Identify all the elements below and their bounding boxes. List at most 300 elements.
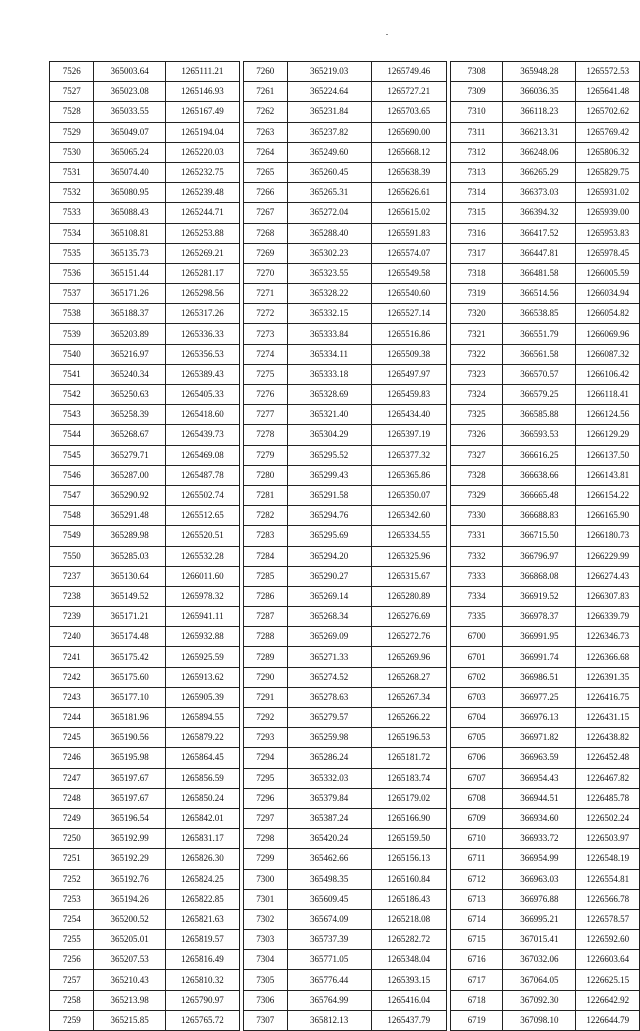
point-number: 7534 xyxy=(50,223,94,243)
y-coordinate: 1226366.68 xyxy=(576,647,640,667)
x-coordinate: 366715.50 xyxy=(503,526,576,546)
point-number: 7263 xyxy=(244,122,287,142)
x-coordinate: 366638.66 xyxy=(503,465,576,485)
table-row xyxy=(450,62,639,82)
point-number: 7533 xyxy=(50,203,94,223)
x-coordinate: 365023.08 xyxy=(94,82,165,102)
table-row xyxy=(450,506,639,526)
x-coordinate: 365088.43 xyxy=(94,203,165,223)
point-number: 6704 xyxy=(450,708,502,728)
x-coordinate: 366265.29 xyxy=(503,162,576,182)
point-number: 7332 xyxy=(450,546,502,566)
point-number: 7323 xyxy=(450,364,502,384)
x-coordinate: 365328.22 xyxy=(287,284,371,304)
table-row xyxy=(244,324,447,344)
x-coordinate: 365271.33 xyxy=(287,647,371,667)
point-number: 7252 xyxy=(50,869,94,889)
y-coordinate: 1226391.35 xyxy=(576,667,640,687)
y-coordinate: 1265516.86 xyxy=(371,324,446,344)
point-number: 6705 xyxy=(450,728,502,748)
x-coordinate: 366944.51 xyxy=(503,788,576,808)
x-coordinate: 365237.82 xyxy=(287,122,371,142)
table-row xyxy=(50,183,240,203)
y-coordinate: 1265298.56 xyxy=(165,284,239,304)
y-coordinate: 1265879.22 xyxy=(165,728,239,748)
x-coordinate: 365194.26 xyxy=(94,889,165,909)
point-number: 7535 xyxy=(50,243,94,263)
x-coordinate: 365190.56 xyxy=(94,728,165,748)
point-number: 6717 xyxy=(450,970,502,990)
x-coordinate: 366963.59 xyxy=(503,748,576,768)
point-number: 7270 xyxy=(244,263,287,283)
y-coordinate: 1265317.26 xyxy=(165,304,239,324)
point-number: 7540 xyxy=(50,344,94,364)
table-row xyxy=(50,829,240,849)
point-number: 7292 xyxy=(244,708,287,728)
table-row xyxy=(50,970,240,990)
y-coordinate: 1265572.53 xyxy=(576,62,640,82)
y-coordinate: 1265765.72 xyxy=(165,1010,239,1030)
point-number: 6718 xyxy=(450,990,502,1010)
point-number: 7319 xyxy=(450,284,502,304)
y-coordinate: 1266274.43 xyxy=(576,566,640,586)
point-number: 7249 xyxy=(50,808,94,828)
point-number: 7279 xyxy=(244,445,287,465)
x-coordinate: 365151.44 xyxy=(94,263,165,283)
table-row xyxy=(244,142,447,162)
table-row xyxy=(50,909,240,929)
y-coordinate: 1265356.53 xyxy=(165,344,239,364)
y-coordinate: 1265469.08 xyxy=(165,445,239,465)
point-number: 6709 xyxy=(450,808,502,828)
table-row xyxy=(450,970,639,990)
table-row xyxy=(244,708,447,728)
table-row xyxy=(244,808,447,828)
table-row xyxy=(244,647,447,667)
y-coordinate: 1265272.76 xyxy=(371,627,446,647)
point-number: 7308 xyxy=(450,62,502,82)
x-coordinate: 366551.79 xyxy=(503,324,576,344)
x-coordinate: 366995.21 xyxy=(503,909,576,929)
table-row xyxy=(50,203,240,223)
x-coordinate: 365737.39 xyxy=(287,930,371,950)
table-row xyxy=(50,990,240,1010)
point-number: 7304 xyxy=(244,950,287,970)
table-row xyxy=(244,465,447,485)
x-coordinate: 366688.83 xyxy=(503,506,576,526)
table-row xyxy=(244,62,447,82)
table-row xyxy=(244,788,447,808)
y-coordinate: 1265218.08 xyxy=(371,909,446,929)
table-row xyxy=(244,930,447,950)
x-coordinate: 365948.28 xyxy=(503,62,576,82)
y-coordinate: 1265821.63 xyxy=(165,909,239,929)
y-coordinate: 1265540.60 xyxy=(371,284,446,304)
table-row xyxy=(450,344,639,364)
y-coordinate: 1265179.02 xyxy=(371,788,446,808)
table-row xyxy=(244,385,447,405)
point-number: 7295 xyxy=(244,768,287,788)
y-coordinate: 1265160.84 xyxy=(371,869,446,889)
point-number: 7547 xyxy=(50,485,94,505)
y-coordinate: 1265856.59 xyxy=(165,768,239,788)
x-coordinate: 365224.64 xyxy=(287,82,371,102)
table-row xyxy=(450,647,639,667)
x-coordinate: 366796.97 xyxy=(503,546,576,566)
x-coordinate: 365299.43 xyxy=(287,465,371,485)
table-row xyxy=(50,142,240,162)
x-coordinate: 366978.37 xyxy=(503,607,576,627)
y-coordinate: 1266106.42 xyxy=(576,364,640,384)
x-coordinate: 366579.25 xyxy=(503,385,576,405)
point-number: 7307 xyxy=(244,1010,287,1030)
point-number: 7324 xyxy=(450,385,502,405)
y-coordinate: 1265325.96 xyxy=(371,546,446,566)
point-number: 7285 xyxy=(244,566,287,586)
x-coordinate: 366919.52 xyxy=(503,586,576,606)
point-number: 7258 xyxy=(50,990,94,1010)
point-number: 7539 xyxy=(50,324,94,344)
point-number: 7320 xyxy=(450,304,502,324)
y-coordinate: 1265509.38 xyxy=(371,344,446,364)
x-coordinate: 365294.20 xyxy=(287,546,371,566)
x-coordinate: 365265.31 xyxy=(287,183,371,203)
point-number: 7288 xyxy=(244,627,287,647)
point-number: 7246 xyxy=(50,748,94,768)
y-coordinate: 1226566.78 xyxy=(576,889,640,909)
table-row xyxy=(50,607,240,627)
point-number: 6719 xyxy=(450,1010,502,1030)
y-coordinate: 1266118.41 xyxy=(576,385,640,405)
point-number: 7262 xyxy=(244,102,287,122)
table-row xyxy=(450,223,639,243)
table-row xyxy=(450,586,639,606)
y-coordinate: 1265864.45 xyxy=(165,748,239,768)
x-coordinate: 366977.25 xyxy=(503,687,576,707)
point-number: 7326 xyxy=(450,425,502,445)
point-number: 7318 xyxy=(450,263,502,283)
x-coordinate: 365215.85 xyxy=(94,1010,165,1030)
table-row xyxy=(244,869,447,889)
y-coordinate: 1266165.90 xyxy=(576,506,640,526)
point-number: 7541 xyxy=(50,364,94,384)
y-coordinate: 1265393.15 xyxy=(371,970,446,990)
point-number: 7297 xyxy=(244,808,287,828)
y-coordinate: 1265931.02 xyxy=(576,183,640,203)
y-coordinate: 1265932.88 xyxy=(165,627,239,647)
point-number: 6713 xyxy=(450,889,502,909)
table-row xyxy=(244,344,447,364)
point-number: 6702 xyxy=(450,667,502,687)
y-coordinate: 1265196.53 xyxy=(371,728,446,748)
y-coordinate: 1226592.60 xyxy=(576,930,640,950)
point-number: 7294 xyxy=(244,748,287,768)
x-coordinate: 365192.29 xyxy=(94,849,165,869)
table-row xyxy=(244,970,447,990)
y-coordinate: 1265459.83 xyxy=(371,385,446,405)
x-coordinate: 365074.40 xyxy=(94,162,165,182)
point-number: 6703 xyxy=(450,687,502,707)
point-number: 7291 xyxy=(244,687,287,707)
y-coordinate: 1265167.49 xyxy=(165,102,239,122)
table-row xyxy=(244,82,447,102)
y-coordinate: 1265111.21 xyxy=(165,62,239,82)
x-coordinate: 365003.64 xyxy=(94,62,165,82)
table-row xyxy=(50,385,240,405)
point-number: 7549 xyxy=(50,526,94,546)
table-row xyxy=(50,889,240,909)
x-coordinate: 365203.89 xyxy=(94,324,165,344)
table-row xyxy=(450,909,639,929)
y-coordinate: 1265829.75 xyxy=(576,162,640,182)
table-row xyxy=(50,687,240,707)
table-row xyxy=(244,223,447,243)
point-number: 7317 xyxy=(450,243,502,263)
table-row xyxy=(244,425,447,445)
table-row xyxy=(450,930,639,950)
point-number: 7300 xyxy=(244,869,287,889)
x-coordinate: 366118.23 xyxy=(503,102,576,122)
y-coordinate: 1265156.13 xyxy=(371,849,446,869)
point-number: 7287 xyxy=(244,607,287,627)
point-number: 7272 xyxy=(244,304,287,324)
point-number: 7255 xyxy=(50,930,94,950)
x-coordinate: 365135.73 xyxy=(94,243,165,263)
table-row xyxy=(50,728,240,748)
y-coordinate: 1265181.72 xyxy=(371,748,446,768)
x-coordinate: 365250.63 xyxy=(94,385,165,405)
point-number: 6701 xyxy=(450,647,502,667)
x-coordinate: 365260.45 xyxy=(287,162,371,182)
x-coordinate: 365049.07 xyxy=(94,122,165,142)
y-coordinate: 1265434.40 xyxy=(371,405,446,425)
point-number: 7282 xyxy=(244,506,287,526)
x-coordinate: 365285.03 xyxy=(94,546,165,566)
y-coordinate: 1265727.21 xyxy=(371,82,446,102)
x-coordinate: 366394.32 xyxy=(503,203,576,223)
point-number: 7330 xyxy=(450,506,502,526)
x-coordinate: 366665.48 xyxy=(503,485,576,505)
table-row xyxy=(450,364,639,384)
y-coordinate: 1265266.22 xyxy=(371,708,446,728)
y-coordinate: 1265267.34 xyxy=(371,687,446,707)
x-coordinate: 365171.21 xyxy=(94,607,165,627)
point-number: 7277 xyxy=(244,405,287,425)
x-coordinate: 365210.43 xyxy=(94,970,165,990)
y-coordinate: 1226346.73 xyxy=(576,627,640,647)
y-coordinate: 1265418.60 xyxy=(165,405,239,425)
table-row xyxy=(450,102,639,122)
y-coordinate: 1226603.64 xyxy=(576,950,640,970)
y-coordinate: 1265269.96 xyxy=(371,647,446,667)
y-coordinate: 1266069.96 xyxy=(576,324,640,344)
table-row xyxy=(244,728,447,748)
y-coordinate: 1265397.19 xyxy=(371,425,446,445)
x-coordinate: 365149.52 xyxy=(94,586,165,606)
x-coordinate: 365462.66 xyxy=(287,849,371,869)
table-row xyxy=(450,203,639,223)
x-coordinate: 365812.13 xyxy=(287,1010,371,1030)
table-row xyxy=(450,627,639,647)
table-row xyxy=(450,142,639,162)
x-coordinate: 365379.84 xyxy=(287,788,371,808)
point-number: 6716 xyxy=(450,950,502,970)
y-coordinate: 1265941.11 xyxy=(165,607,239,627)
y-coordinate: 1265348.04 xyxy=(371,950,446,970)
y-coordinate: 1265894.55 xyxy=(165,708,239,728)
point-number: 7284 xyxy=(244,546,287,566)
x-coordinate: 367098.10 xyxy=(503,1010,576,1030)
y-coordinate: 1265512.65 xyxy=(165,506,239,526)
table-row xyxy=(450,788,639,808)
y-coordinate: 1265668.12 xyxy=(371,142,446,162)
point-number: 7313 xyxy=(450,162,502,182)
y-coordinate: 1265905.39 xyxy=(165,687,239,707)
x-coordinate: 365080.95 xyxy=(94,183,165,203)
point-number: 7241 xyxy=(50,647,94,667)
table-row xyxy=(450,243,639,263)
y-coordinate: 1226502.24 xyxy=(576,808,640,828)
y-coordinate: 1266180.73 xyxy=(576,526,640,546)
x-coordinate: 366036.35 xyxy=(503,82,576,102)
point-number: 7256 xyxy=(50,950,94,970)
point-number: 7278 xyxy=(244,425,287,445)
y-coordinate: 1265280.89 xyxy=(371,586,446,606)
x-coordinate: 365333.18 xyxy=(287,364,371,384)
point-number: 7303 xyxy=(244,930,287,950)
table-row xyxy=(50,445,240,465)
table-row xyxy=(50,546,240,566)
y-coordinate: 1266229.99 xyxy=(576,546,640,566)
y-coordinate: 1265220.03 xyxy=(165,142,239,162)
x-coordinate: 366616.25 xyxy=(503,445,576,465)
table-row xyxy=(50,324,240,344)
point-number: 7331 xyxy=(450,526,502,546)
table-row xyxy=(50,808,240,828)
x-coordinate: 365332.15 xyxy=(287,304,371,324)
point-number: 7296 xyxy=(244,788,287,808)
x-coordinate: 365213.98 xyxy=(94,990,165,1010)
y-coordinate: 1265939.00 xyxy=(576,203,640,223)
point-number: 7281 xyxy=(244,485,287,505)
table-row xyxy=(244,506,447,526)
table-row xyxy=(450,445,639,465)
point-number: 7238 xyxy=(50,586,94,606)
table-row xyxy=(244,849,447,869)
x-coordinate: 365294.76 xyxy=(287,506,371,526)
point-number: 7536 xyxy=(50,263,94,283)
y-coordinate: 1265232.75 xyxy=(165,162,239,182)
point-number: 7329 xyxy=(450,485,502,505)
point-number: 7290 xyxy=(244,667,287,687)
y-coordinate: 1265532.28 xyxy=(165,546,239,566)
point-number: 7315 xyxy=(450,203,502,223)
coordinate-table-1 xyxy=(49,61,240,1031)
table-row xyxy=(50,667,240,687)
y-coordinate: 1265638.39 xyxy=(371,162,446,182)
x-coordinate: 365065.24 xyxy=(94,142,165,162)
table-row xyxy=(450,324,639,344)
x-coordinate: 365269.14 xyxy=(287,586,371,606)
point-number: 7311 xyxy=(450,122,502,142)
x-coordinate: 365181.96 xyxy=(94,708,165,728)
x-coordinate: 365776.44 xyxy=(287,970,371,990)
y-coordinate: 1266124.56 xyxy=(576,405,640,425)
point-number: 7239 xyxy=(50,607,94,627)
y-coordinate: 1266129.29 xyxy=(576,425,640,445)
x-coordinate: 365274.52 xyxy=(287,667,371,687)
point-number: 7528 xyxy=(50,102,94,122)
point-number: 7543 xyxy=(50,405,94,425)
table-row xyxy=(450,849,639,869)
point-number: 7312 xyxy=(450,142,502,162)
point-number: 7305 xyxy=(244,970,287,990)
y-coordinate: 1265350.07 xyxy=(371,485,446,505)
point-number: 7529 xyxy=(50,122,94,142)
x-coordinate: 367092.30 xyxy=(503,990,576,1010)
y-coordinate: 1265269.21 xyxy=(165,243,239,263)
y-coordinate: 1265166.90 xyxy=(371,808,446,828)
table-row xyxy=(450,425,639,445)
x-coordinate: 365288.40 xyxy=(287,223,371,243)
table-row xyxy=(450,122,639,142)
point-number: 6708 xyxy=(450,788,502,808)
x-coordinate: 365268.34 xyxy=(287,607,371,627)
table-row xyxy=(244,748,447,768)
point-number: 7242 xyxy=(50,667,94,687)
y-coordinate: 1226438.82 xyxy=(576,728,640,748)
x-coordinate: 366933.72 xyxy=(503,829,576,849)
table-row xyxy=(50,263,240,283)
y-coordinate: 1265520.51 xyxy=(165,526,239,546)
y-coordinate: 1265819.57 xyxy=(165,930,239,950)
point-number: 7548 xyxy=(50,506,94,526)
x-coordinate: 365291.58 xyxy=(287,485,371,505)
point-number: 7309 xyxy=(450,82,502,102)
y-coordinate: 1266137.50 xyxy=(576,445,640,465)
table-row xyxy=(450,607,639,627)
table-row xyxy=(244,304,447,324)
point-number: 7237 xyxy=(50,566,94,586)
x-coordinate: 365302.23 xyxy=(287,243,371,263)
table-row xyxy=(450,889,639,909)
point-number: 7259 xyxy=(50,1010,94,1030)
table-row xyxy=(244,829,447,849)
x-coordinate: 365287.00 xyxy=(94,465,165,485)
x-coordinate: 365332.03 xyxy=(287,768,371,788)
table-row xyxy=(244,122,447,142)
point-number: 7327 xyxy=(450,445,502,465)
y-coordinate: 1265824.25 xyxy=(165,869,239,889)
x-coordinate: 365321.40 xyxy=(287,405,371,425)
x-coordinate: 366561.58 xyxy=(503,344,576,364)
y-coordinate: 1265365.86 xyxy=(371,465,446,485)
point-number: 7322 xyxy=(450,344,502,364)
point-number: 7325 xyxy=(450,405,502,425)
point-number: 7247 xyxy=(50,768,94,788)
table-row xyxy=(50,485,240,505)
scan-mark xyxy=(386,34,388,35)
table-row xyxy=(244,364,447,384)
y-coordinate: 1265497.97 xyxy=(371,364,446,384)
y-coordinate: 1226642.92 xyxy=(576,990,640,1010)
x-coordinate: 365197.67 xyxy=(94,788,165,808)
table-row xyxy=(50,243,240,263)
x-coordinate: 365334.11 xyxy=(287,344,371,364)
table-row xyxy=(244,1010,447,1030)
y-coordinate: 1265615.02 xyxy=(371,203,446,223)
x-coordinate: 365420.24 xyxy=(287,829,371,849)
